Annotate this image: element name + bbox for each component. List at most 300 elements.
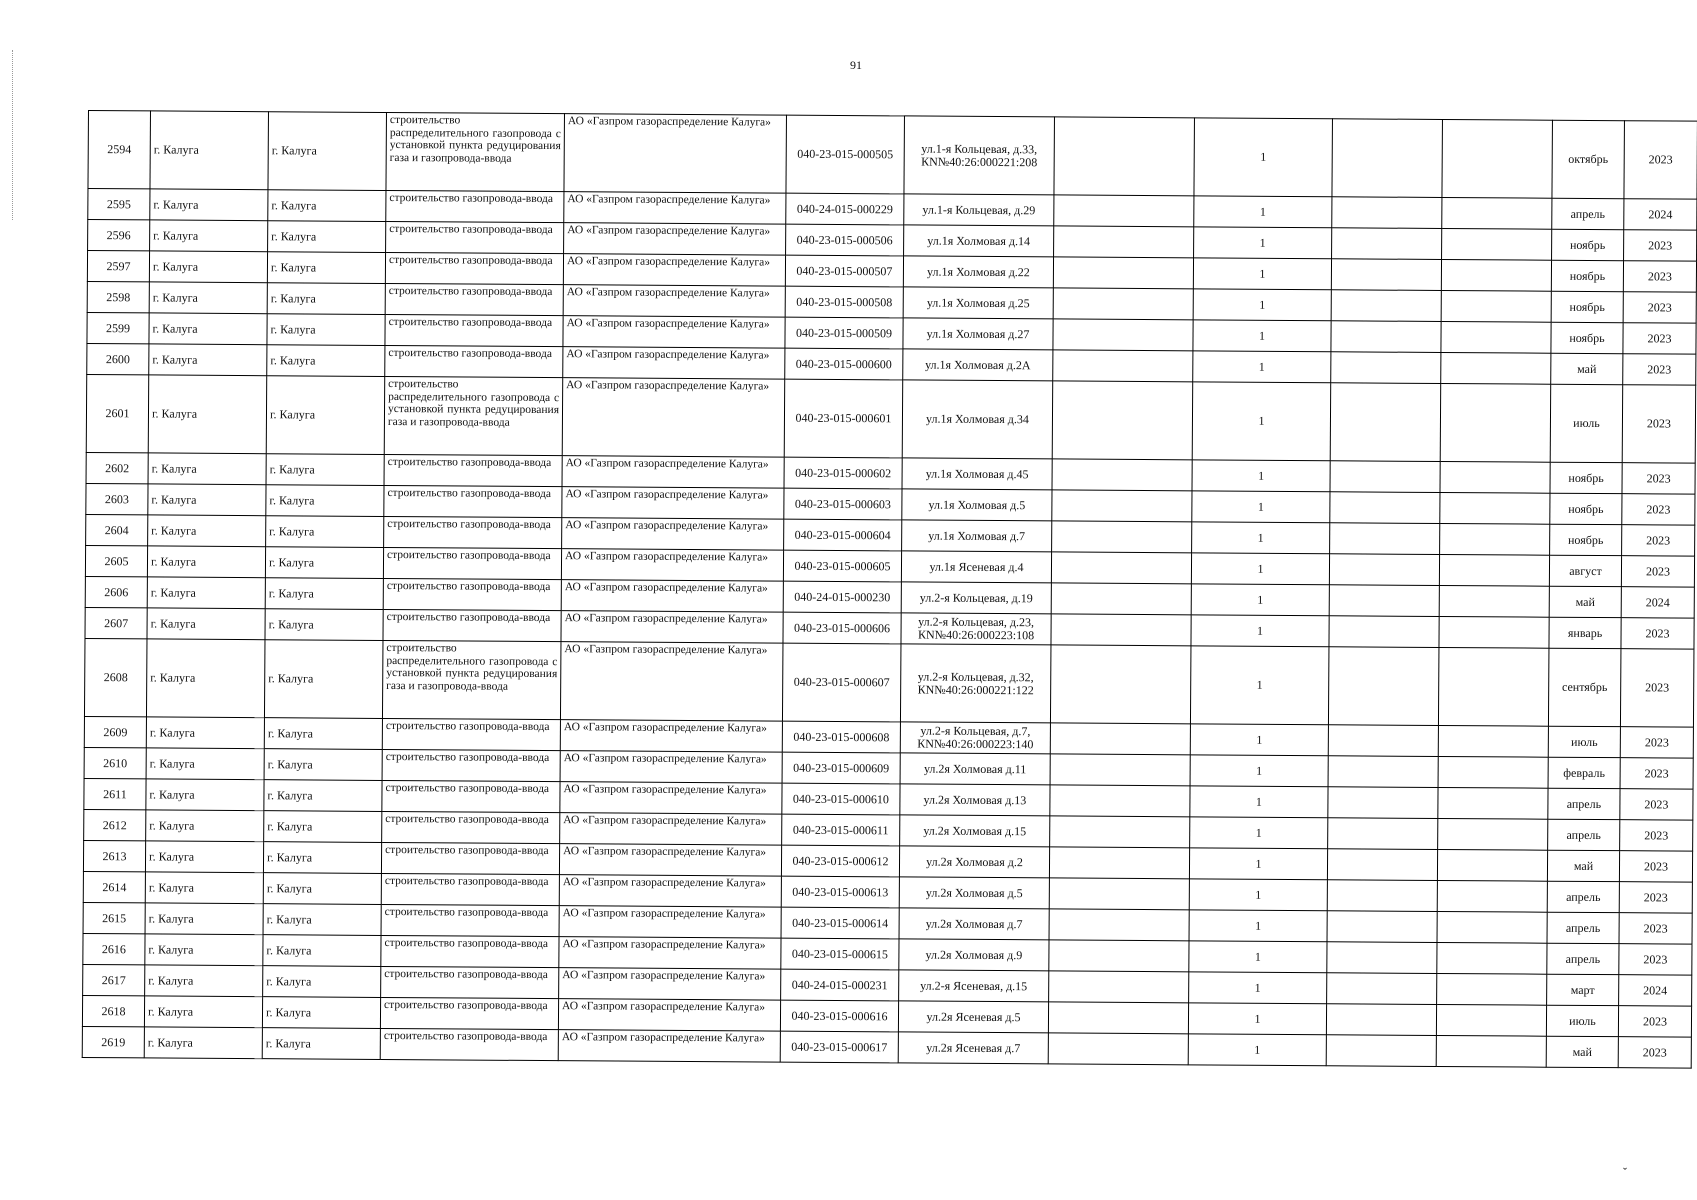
organization-cell: АО «Газпром газораспределение Калуга» [560,782,782,814]
application-code-cell: 040-23-015-000612 [781,845,899,877]
settlement-cell: г. Калуга [267,252,385,284]
empty-cell-cell [1331,290,1441,322]
month-cell: апрель [1548,819,1620,850]
address-cell: ул.2я Холмовая д.7 [899,908,1049,940]
empty-cell-cell [1048,1033,1188,1065]
empty-cell-cell [1048,1002,1188,1034]
row-number-cell: 2599 [87,312,149,343]
empty-cell-cell [1326,1035,1436,1067]
address-cell: ул.2я Холмовая д.2 [899,846,1049,878]
address-cell: ул.2-я Ясеневая, д.15 [899,970,1049,1002]
settlement-cell: г. Калуга [265,609,383,641]
empty-cell-cell [1050,645,1191,724]
quantity-cell: 1 [1190,817,1328,849]
row-number-cell: 2595 [88,189,150,220]
year-cell: 2023 [1623,354,1696,385]
margin-marks [12,50,19,220]
corner-mark: ˇ [1623,1165,1627,1179]
empty-cell-cell [1327,911,1437,943]
year-cell: 2023 [1618,1037,1691,1068]
quantity-cell: 1 [1192,460,1330,492]
settlement-cell: г. Калуга [267,345,385,377]
application-code-cell: 040-23-015-000616 [780,1000,898,1032]
application-code-cell: 040-23-015-000613 [781,876,899,908]
empty-cell-cell [1050,754,1190,786]
municipality-cell: г. Калуга [147,546,265,578]
organization-cell: АО «Газпром газораспределение Калуга» [560,720,782,752]
application-code-cell: 040-23-015-000615 [781,938,899,970]
address-cell: ул.1я Холмовая д.7 [902,520,1052,552]
organization-cell: АО «Газпром газораспределение Калуга» [561,580,783,612]
address-cell: ул.2я Ясеневая д.7 [898,1032,1048,1064]
empty-cell-cell [1438,725,1548,757]
empty-cell-cell [1049,878,1189,910]
empty-cell-cell [1049,847,1189,879]
year-cell: 2023 [1619,851,1692,882]
empty-cell-cell [1332,228,1442,260]
organization-cell: АО «Газпром газораспределение Калуга» [562,487,784,519]
address-cell: ул.1-я Кольцевая, д.29 [904,194,1054,226]
settlement-cell: г. Калуга [267,283,385,315]
organization-cell: АО «Газпром газораспределение Калуга» [563,316,785,348]
quantity-cell: 1 [1191,553,1329,585]
month-cell: апрель [1547,881,1619,912]
month-cell: май [1546,1036,1618,1067]
empty-cell-cell [1328,787,1438,819]
empty-cell-cell [1050,723,1190,755]
organization-cell: АО «Газпром газораспределение Калуга» [562,456,784,488]
empty-cell-cell [1438,647,1549,726]
application-code-cell: 040-24-015-000230 [783,581,901,613]
application-code-cell: 040-23-015-000614 [781,907,899,939]
empty-cell-cell [1049,940,1189,972]
work-type-cell: строительство газопровода-ввода [383,609,561,641]
work-type-cell: строительство распределительного газопровода с установкой пункта редуцирования газа и газопровода-ввода [384,376,563,455]
municipality-cell: г. Калуга [150,220,268,252]
empty-cell-cell [1330,492,1440,524]
row-number-cell: 2607 [85,607,147,638]
empty-cell-cell [1330,461,1440,493]
empty-cell-cell [1441,352,1551,384]
year-cell: 2023 [1622,494,1695,525]
empty-cell-cell [1054,226,1194,258]
year-cell: 2023 [1622,463,1695,494]
organization-cell: АО «Газпром газораспределение Калуга» [558,1030,780,1062]
work-type-cell: строительство газопровода-ввода [385,314,563,346]
empty-cell-cell [1436,1035,1546,1067]
application-code-cell: 040-23-015-000604 [784,519,902,551]
year-cell: 2024 [1619,975,1692,1006]
settlement-cell: г. Калуга [266,376,385,455]
municipality-cell: г. Калуга [145,965,263,997]
empty-cell-cell [1437,942,1547,974]
quantity-cell: 1 [1194,196,1332,228]
registry-rows [82,111,1697,1069]
empty-cell-cell [1330,383,1441,462]
empty-cell-cell [1327,880,1437,912]
month-cell: август [1549,555,1621,586]
empty-cell-cell [1331,352,1441,384]
organization-cell: АО «Газпром газораспределение Калуга» [564,192,786,224]
row-number-cell: 2619 [82,1026,144,1057]
organization-cell: АО «Газпром газораспределение Калуга» [560,642,783,721]
row-number-cell: 2606 [85,576,147,607]
empty-cell-cell [1327,849,1437,881]
empty-cell-cell [1332,197,1442,229]
row-number-cell: 2611 [84,778,146,809]
application-code-cell: 040-23-015-000606 [783,612,901,644]
quantity-cell: 1 [1189,910,1327,942]
empty-cell-cell [1052,490,1192,522]
month-cell: июль [1546,1005,1618,1036]
quantity-cell: 1 [1194,118,1333,197]
organization-cell: АО «Газпром газораспределение Калуга» [558,999,780,1031]
municipality-cell: г. Калуга [145,841,263,873]
empty-cell-cell [1332,119,1443,198]
address-cell: ул.1я Холмовая д.14 [904,225,1054,257]
empty-cell-cell [1437,880,1547,912]
month-cell: апрель [1547,943,1619,974]
empty-cell-cell [1441,290,1551,322]
organization-cell: АО «Газпром газораспределение Калуга» [564,223,786,255]
organization-cell: АО «Газпром газораспределение Калуга» [559,875,781,907]
address-cell: ул.1я Ясеневая д.4 [901,551,1051,583]
application-code-cell: 040-23-015-000611 [782,814,900,846]
row-number-cell: 2598 [87,281,149,312]
empty-cell-cell [1439,616,1549,648]
empty-cell-cell [1328,756,1438,788]
municipality-cell: г. Калуга [148,453,266,485]
month-cell: ноябрь [1550,493,1622,524]
year-cell: 2023 [1619,882,1692,913]
empty-cell-cell [1326,1004,1436,1036]
settlement-cell: г. Калуга [268,112,387,191]
application-code-cell: 040-23-015-000605 [783,550,901,582]
municipality-cell: г. Калуга [147,608,265,640]
work-type-cell: строительство газопровода-ввода [385,252,563,284]
month-cell: апрель [1547,912,1619,943]
month-cell: май [1549,586,1621,617]
empty-cell-cell [1328,818,1438,850]
empty-cell-cell [1329,585,1439,617]
row-number-cell: 2601 [86,374,149,452]
application-code-cell: 040-23-015-000617 [780,1031,898,1063]
work-type-cell: строительство газопровода-ввода [384,485,562,517]
quantity-cell: 1 [1189,972,1327,1004]
table-row [88,111,1697,200]
organization-cell: АО «Газпром газораспределение Калуга» [559,844,781,876]
month-cell: март [1547,974,1619,1005]
empty-cell-cell [1441,259,1551,291]
quantity-cell: 1 [1190,646,1329,725]
work-type-cell: строительство газопровода-ввода [381,935,559,967]
work-type-cell: строительство газопровода-ввода [384,454,562,486]
year-cell: 2023 [1624,121,1697,199]
work-type-cell: строительство распределительного газопровода с установкой пункта редуцирования газа и газопровода-ввода [382,640,561,719]
work-type-cell: строительство газопровода-ввода [383,578,561,610]
work-type-cell: строительство газопровода-ввода [381,842,559,874]
month-cell: октябрь [1552,120,1625,198]
empty-cell-cell [1440,383,1551,462]
empty-cell-cell [1051,614,1191,646]
settlement-cell: г. Калуга [263,935,381,967]
settlement-cell: г. Калуга [266,485,384,517]
empty-cell-cell [1329,616,1439,648]
quantity-cell: 1 [1192,382,1331,461]
row-number-cell: 2597 [87,251,149,282]
empty-cell-cell [1331,321,1441,353]
work-type-cell: строительство распределительного газопровода с установкой пункта редуцирования газа и газопровода-ввода [386,112,565,191]
quantity-cell: 1 [1193,320,1331,352]
quantity-cell: 1 [1190,786,1328,818]
address-cell: ул.2-я Кольцевая, д.32, КN№40:26:000221:122 [900,644,1051,723]
empty-cell-cell [1331,259,1441,291]
year-cell: 2023 [1622,525,1695,556]
empty-cell-cell [1327,973,1437,1005]
year-cell: 2023 [1623,261,1696,292]
application-code-cell: 040-23-015-000506 [786,224,904,256]
month-cell: ноябрь [1550,524,1622,555]
month-cell: апрель [1552,198,1624,229]
empty-cell-cell [1054,195,1194,227]
settlement-cell: г. Калуга [268,221,386,253]
empty-cell-cell [1440,492,1550,524]
month-cell: май [1551,353,1623,384]
row-number-cell: 2609 [84,716,146,747]
organization-cell: АО «Газпром газораспределение Калуга» [563,254,785,286]
organization-cell: АО «Газпром газораспределение Калуга» [563,347,785,379]
month-cell: ноябрь [1551,322,1623,353]
work-type-cell: строительство газопровода-ввода [381,873,559,905]
municipality-cell: г. Калуга [145,903,263,935]
month-cell: сентябрь [1548,648,1621,726]
year-cell: 2023 [1622,385,1696,463]
organization-cell: АО «Газпром газораспределение Калуга» [559,937,781,969]
municipality-cell: г. Калуга [149,313,267,345]
quantity-cell: 1 [1193,289,1331,321]
address-cell: ул.2я Холмовая д.15 [900,815,1050,847]
empty-cell-cell [1052,521,1192,553]
application-code-cell: 040-23-015-000600 [785,348,903,380]
month-cell: ноябрь [1550,462,1622,493]
municipality-cell: г. Калуга [149,344,267,376]
address-cell: ул.1я Холмовая д.2А [903,349,1053,381]
year-cell: 2024 [1624,199,1697,230]
quantity-cell: 1 [1189,941,1327,973]
table-row [84,638,1693,727]
settlement-cell: г. Калуга [262,997,380,1029]
work-type-cell: строительство газопровода-ввода [381,966,559,998]
row-number-cell: 2617 [83,964,145,995]
settlement-cell: г. Калуга [262,1028,380,1060]
work-type-cell: строительство газопровода-ввода [384,516,562,548]
application-code-cell: 040-24-015-000231 [781,969,899,1001]
table-row [86,374,1695,463]
empty-cell-cell [1439,585,1549,617]
month-cell: ноябрь [1552,229,1624,260]
empty-cell-cell [1437,973,1547,1005]
quantity-cell: 1 [1192,522,1330,554]
organization-cell: АО «Газпром газораспределение Калуга» [562,518,784,550]
empty-cell-cell [1051,552,1191,584]
organization-cell: АО «Газпром газораспределение Калуга» [559,906,781,938]
registry-table [82,110,1697,1069]
application-code-cell: 040-23-015-000507 [785,255,903,287]
work-type-cell: строительство газопровода-ввода [380,997,558,1029]
organization-cell: АО «Газпром газораспределение Калуга» [560,813,782,845]
settlement-cell: г. Калуга [265,578,383,610]
work-type-cell: строительство газопровода-ввода [380,1028,558,1060]
empty-cell-cell [1436,1004,1546,1036]
row-number-cell: 2603 [86,483,148,514]
application-code-cell: 040-23-015-000610 [782,783,900,815]
row-number-cell: 2600 [87,343,149,374]
settlement-cell: г. Калуга [266,454,384,486]
empty-cell-cell [1329,554,1439,586]
year-cell: 2023 [1621,618,1694,649]
empty-cell-cell [1327,942,1437,974]
settlement-cell: г. Калуга [263,904,381,936]
municipality-cell: г. Калуга [150,111,269,190]
municipality-cell: г. Калуга [146,717,264,749]
empty-cell-cell [1442,197,1552,229]
empty-cell-cell [1053,319,1193,351]
year-cell: 2023 [1621,556,1694,587]
empty-cell-cell [1328,647,1439,726]
organization-cell: АО «Газпром газораспределение Калуга» [559,968,781,1000]
empty-cell-cell [1442,119,1553,198]
empty-cell-cell [1053,288,1193,320]
empty-cell-cell [1052,459,1192,491]
year-cell: 2023 [1620,758,1693,789]
organization-cell: АО «Газпром газораспределение Калуга» [561,611,783,643]
month-cell: январь [1549,617,1621,648]
empty-cell-cell [1438,756,1548,788]
page-number: 91 [850,58,862,72]
municipality-cell: г. Калуга [145,872,263,904]
address-cell: ул.1-я Кольцевая, д.33, КN№40:26:000221:208 [904,116,1055,195]
settlement-cell: г. Калуга [264,749,382,781]
empty-cell-cell [1438,787,1548,819]
application-code-cell: 040-23-015-000601 [784,379,903,458]
year-cell: 2023 [1620,789,1693,820]
empty-cell-cell [1438,818,1548,850]
work-type-cell: строительство газопровода-ввода [381,904,559,936]
empty-cell-cell [1050,785,1190,817]
municipality-cell: г. Калуга [147,577,265,609]
address-cell: ул.2я Холмовая д.9 [899,939,1049,971]
municipality-cell: г. Калуга [149,282,267,314]
organization-cell: АО «Газпром газораспределение Калуга» [563,285,785,317]
settlement-cell: г. Калуга [264,640,383,719]
empty-cell-cell [1053,350,1193,382]
year-cell: 2023 [1620,727,1693,758]
row-number-cell: 2616 [83,933,145,964]
settlement-cell: г. Калуга [267,314,385,346]
quantity-cell: 1 [1191,584,1329,616]
municipality-cell: г. Калуга [144,1027,262,1059]
row-number-cell: 2602 [86,452,148,483]
row-number-cell: 2615 [83,902,145,933]
municipality-cell: г. Калуга [149,251,267,283]
address-cell: ул.2-я Кольцевая, д.23, КN№40:26:000223:108 [901,613,1051,645]
address-cell: ул.2я Холмовая д.5 [899,877,1049,909]
municipality-cell: г. Калуга [144,996,262,1028]
quantity-cell: 1 [1188,1003,1326,1035]
quantity-cell: 1 [1190,724,1328,756]
month-cell: ноябрь [1551,260,1623,291]
application-code-cell: 040-23-015-000602 [784,457,902,489]
year-cell: 2023 [1624,230,1697,261]
address-cell: ул.1я Холмовая д.22 [903,256,1053,288]
quantity-cell: 1 [1188,1034,1326,1066]
row-number-cell: 2612 [84,809,146,840]
organization-cell: АО «Газпром газораспределение Калуга» [562,378,785,457]
empty-cell-cell [1437,911,1547,943]
settlement-cell: г. Калуга [264,811,382,843]
address-cell: ул.2я Холмовая д.11 [900,753,1050,785]
quantity-cell: 1 [1189,848,1327,880]
address-cell: ул.2я Холмовая д.13 [900,784,1050,816]
settlement-cell: г. Калуга [264,718,382,750]
municipality-cell: г. Калуга [146,779,264,811]
row-number-cell: 2618 [82,995,144,1026]
empty-cell-cell [1442,228,1552,260]
application-code-cell: 040-23-015-000603 [784,488,902,520]
application-code-cell: 040-23-015-000607 [782,643,901,722]
registry-sheet [82,110,1673,1068]
municipality-cell: г. Калуга [148,484,266,516]
year-cell: 2024 [1621,587,1694,618]
empty-cell-cell [1049,971,1189,1003]
quantity-cell: 1 [1192,491,1330,523]
empty-cell-cell [1330,523,1440,555]
year-cell: 2023 [1618,1006,1691,1037]
quantity-cell: 1 [1190,755,1328,787]
application-code-cell: 040-23-015-000608 [782,721,900,753]
month-cell: февраль [1548,757,1620,788]
municipality-cell: г. Калуга [148,515,266,547]
row-number-cell: 2605 [85,545,147,576]
municipality-cell: г. Калуга [146,639,265,718]
empty-cell-cell [1441,321,1551,353]
work-type-cell: строительство газопровода-ввода [382,811,560,843]
empty-cell-cell [1440,523,1550,555]
work-type-cell: строительство газопровода-ввода [385,283,563,315]
row-number-cell: 2613 [83,840,145,871]
address-cell: ул.1я Холмовая д.27 [903,318,1053,350]
work-type-cell: строительство газопровода-ввода [382,718,560,750]
row-number-cell: 2610 [84,747,146,778]
address-cell: ул.1я Холмовая д.34 [902,380,1053,459]
row-number-cell: 2604 [86,514,148,545]
municipality-cell: г. Калуга [148,375,267,454]
row-number-cell: 2608 [84,638,147,716]
address-cell: ул.1я Холмовая д.25 [903,287,1053,319]
settlement-cell: г. Калуга [266,516,384,548]
work-type-cell: строительство газопровода-ввода [382,780,560,812]
year-cell: 2023 [1620,649,1694,727]
application-code-cell: 040-23-015-000505 [786,115,905,194]
work-type-cell: строительство газопровода-ввода [382,749,560,781]
row-number-cell: 2614 [83,871,145,902]
municipality-cell: г. Калуга [146,810,264,842]
organization-cell: АО «Газпром газораспределение Калуга» [564,114,787,193]
settlement-cell: г. Калуга [265,547,383,579]
month-cell: май [1547,850,1619,881]
empty-cell-cell [1328,725,1438,757]
month-cell: июль [1548,726,1620,757]
